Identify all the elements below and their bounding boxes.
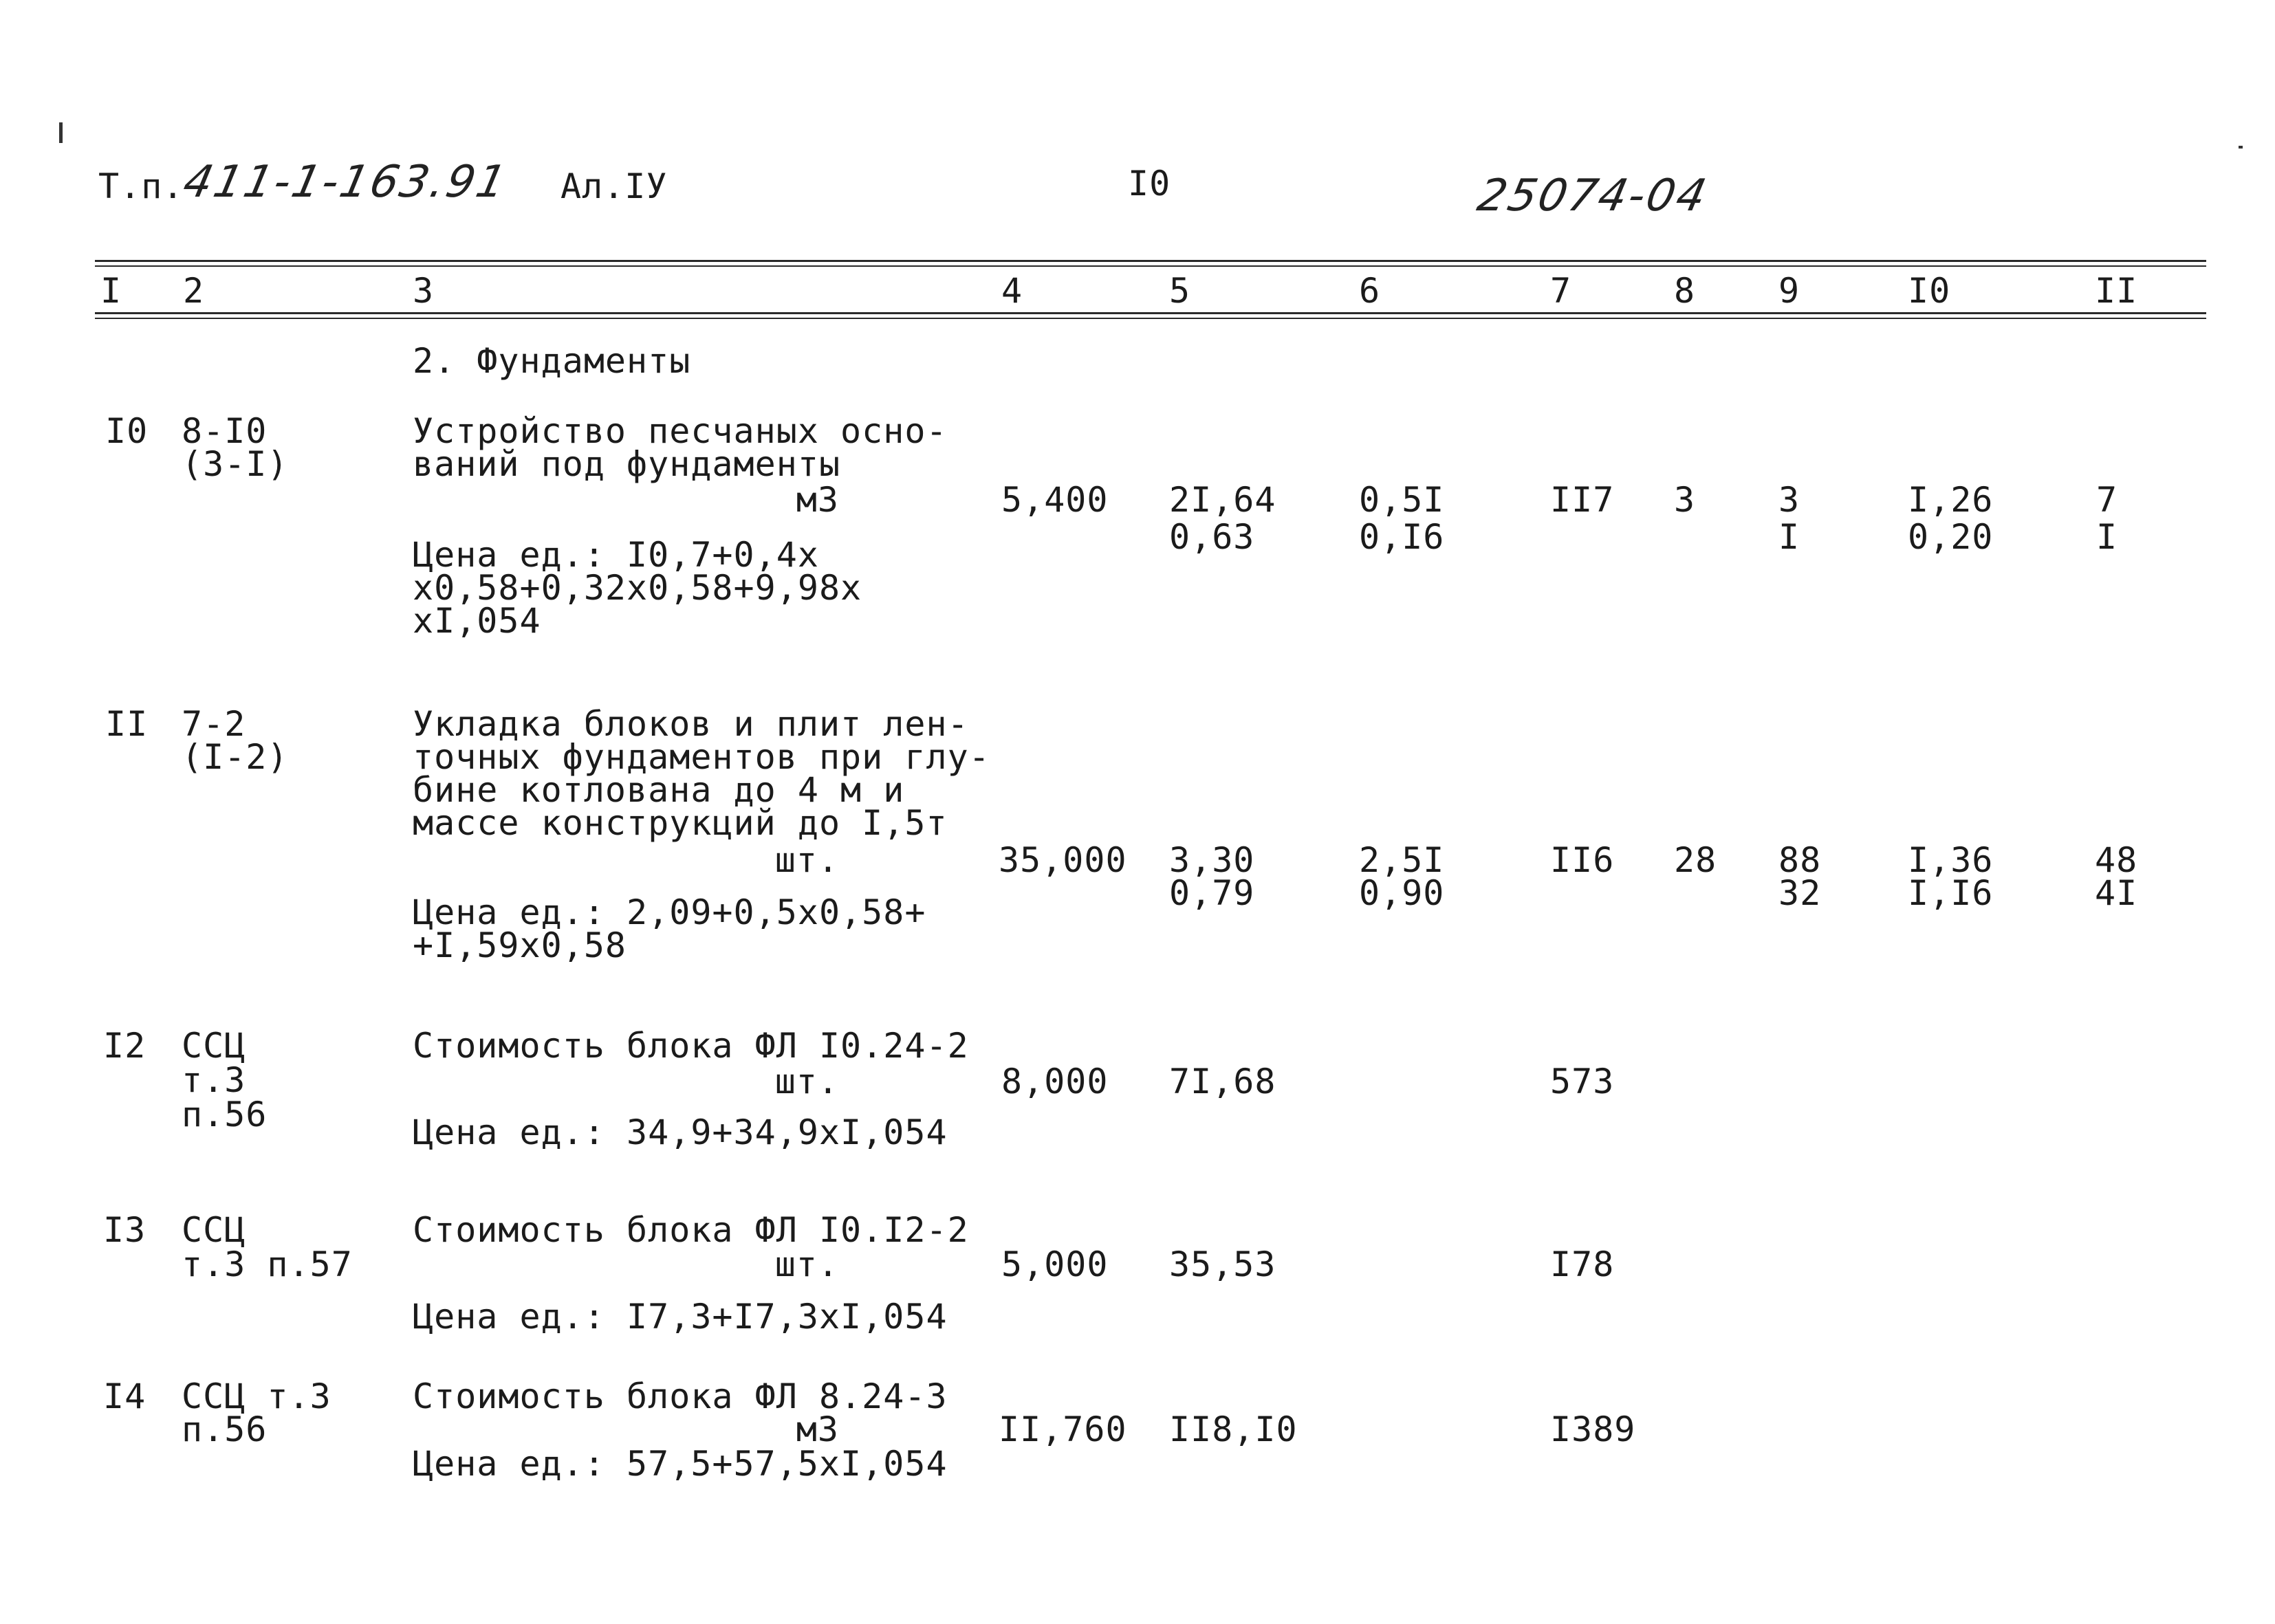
rate-code: ССЦ (182, 1210, 246, 1250)
unit-of-measure: шт. (774, 1062, 839, 1101)
rate-code: т.3 (182, 1060, 246, 1100)
col11-value: I (2096, 517, 2118, 557)
unit-of-measure: м3 (796, 1409, 839, 1449)
col11-value: 48 (2095, 840, 2138, 880)
work-description: бине котлована до 4 м и (413, 770, 905, 810)
row-number: II (105, 704, 149, 744)
rate-code: ССЦ т.3 (182, 1376, 331, 1416)
rate-code: (3-I) (182, 444, 289, 484)
col8-value: 3 (1674, 480, 1696, 520)
rate-code: 7-2 (182, 704, 246, 744)
col5-value: 7I,68 (1169, 1062, 1276, 1101)
unit-price-formula: х0,58+0,32х0,58+9,98х (413, 568, 862, 608)
quantity: 5,400 (1001, 480, 1109, 520)
row-number: I4 (103, 1376, 146, 1416)
col-header-8: 8 (1674, 271, 1696, 311)
col9-value: I (1778, 517, 1800, 557)
header-rule-top (95, 260, 2206, 262)
unit-price-formula: Цена ед.: 34,9+34,9хI,054 (413, 1112, 948, 1152)
row-number: I3 (103, 1210, 146, 1250)
col-header-10: I0 (1908, 271, 1951, 311)
col-header-2: 2 (183, 271, 205, 311)
header-rule-top-2 (95, 265, 2206, 267)
work-description: Укладка блоков и плит лен- (413, 704, 969, 744)
col-header-5: 5 (1169, 271, 1191, 311)
work-description: Стоимость блока ФЛ I0.24-2 (413, 1026, 969, 1066)
col-header-6: 6 (1359, 271, 1381, 311)
col5-value: 35,53 (1169, 1244, 1276, 1284)
quantity: 35,000 (999, 840, 1127, 880)
col10-value: I,36 (1908, 840, 1994, 880)
unit-of-measure: шт. (774, 840, 839, 880)
section-title: 2. Фундаменты (413, 341, 691, 381)
col7-value: 573 (1550, 1062, 1615, 1101)
unit-of-measure: м3 (796, 480, 839, 520)
col10-value: 0,20 (1908, 517, 1994, 557)
work-description: массе конструкций до I,5т (413, 803, 948, 843)
col-header-9: 9 (1778, 271, 1800, 311)
col9-value: 3 (1778, 480, 1800, 520)
unit-price-formula: Цена ед.: I0,7+0,4х (413, 535, 819, 575)
col11-value: 7 (2096, 480, 2118, 520)
col-header-7: 7 (1550, 271, 1572, 311)
col6-value: 0,5I (1359, 480, 1445, 520)
col10-value: I,I6 (1908, 873, 1994, 913)
unit-price-formula: +I,59х0,58 (413, 925, 627, 965)
unit-price-formula: Цена ед.: 57,5+57,5хI,054 (413, 1444, 948, 1484)
col10-value: I,26 (1908, 480, 1994, 520)
row-number: I2 (103, 1026, 146, 1066)
rate-code: ССЦ (182, 1026, 246, 1066)
scan-mark (2239, 146, 2243, 149)
row-number: I0 (105, 411, 149, 451)
rate-code: (I-2) (182, 737, 289, 777)
col9-value: 88 (1778, 840, 1822, 880)
rate-code: т.3 п.57 (182, 1244, 353, 1284)
col11-value: 4I (2095, 873, 2138, 913)
col6-value: 0,I6 (1359, 517, 1445, 557)
col5-value: 3,30 (1169, 840, 1255, 880)
col5-value: II8,I0 (1169, 1409, 1298, 1449)
col9-value: 32 (1778, 873, 1822, 913)
col8-value: 28 (1674, 840, 1717, 880)
doc-code: 25074-04 (1473, 171, 1712, 221)
project-number: 411-1-163.91 (179, 157, 512, 208)
col6-value: 2,5I (1359, 840, 1445, 880)
quantity: 5,000 (1001, 1244, 1109, 1284)
rate-code: 8-I0 (182, 411, 268, 451)
col7-value: I78 (1550, 1244, 1615, 1284)
work-description: точных фундаментов при глу- (413, 737, 990, 777)
scan-mark (59, 122, 63, 143)
col7-value: II6 (1550, 840, 1615, 880)
rate-code: п.56 (182, 1409, 268, 1449)
unit-price-formula: хI,054 (413, 601, 541, 641)
col-header-3: 3 (413, 271, 435, 311)
col5-value: 0,79 (1169, 873, 1255, 913)
work-description: ваний под фундаменты (413, 444, 841, 484)
page-number: I0 (1128, 164, 1171, 204)
unit-of-measure: шт. (774, 1244, 839, 1284)
unit-price-formula: Цена ед.: I7,3+I7,3хI,054 (413, 1297, 948, 1337)
work-description: Стоимость блока ФЛ I0.I2-2 (413, 1210, 969, 1250)
col7-value: I389 (1550, 1409, 1636, 1449)
col-header-11: II (2095, 271, 2138, 311)
header-rule-bottom (95, 312, 2206, 314)
quantity: II,760 (999, 1409, 1127, 1449)
col5-value: 2I,64 (1169, 480, 1276, 520)
col7-value: II7 (1550, 480, 1615, 520)
quantity: 8,000 (1001, 1062, 1109, 1101)
header-rule-bottom-2 (95, 318, 2206, 319)
work-description: Стоимость блока ФЛ 8.24-3 (413, 1376, 948, 1416)
work-description: Устройство песчаных осно- (413, 411, 948, 451)
col5-value: 0,63 (1169, 517, 1255, 557)
col-header-4: 4 (1001, 271, 1023, 311)
rate-code: п.56 (182, 1095, 268, 1134)
header-prefix: Т.п. (98, 166, 184, 206)
col-header-1: I (100, 271, 122, 311)
unit-price-formula: Цена ед.: 2,09+0,5х0,58+ (413, 892, 926, 932)
album-label: Ал.IУ (560, 166, 668, 206)
col6-value: 0,90 (1359, 873, 1445, 913)
